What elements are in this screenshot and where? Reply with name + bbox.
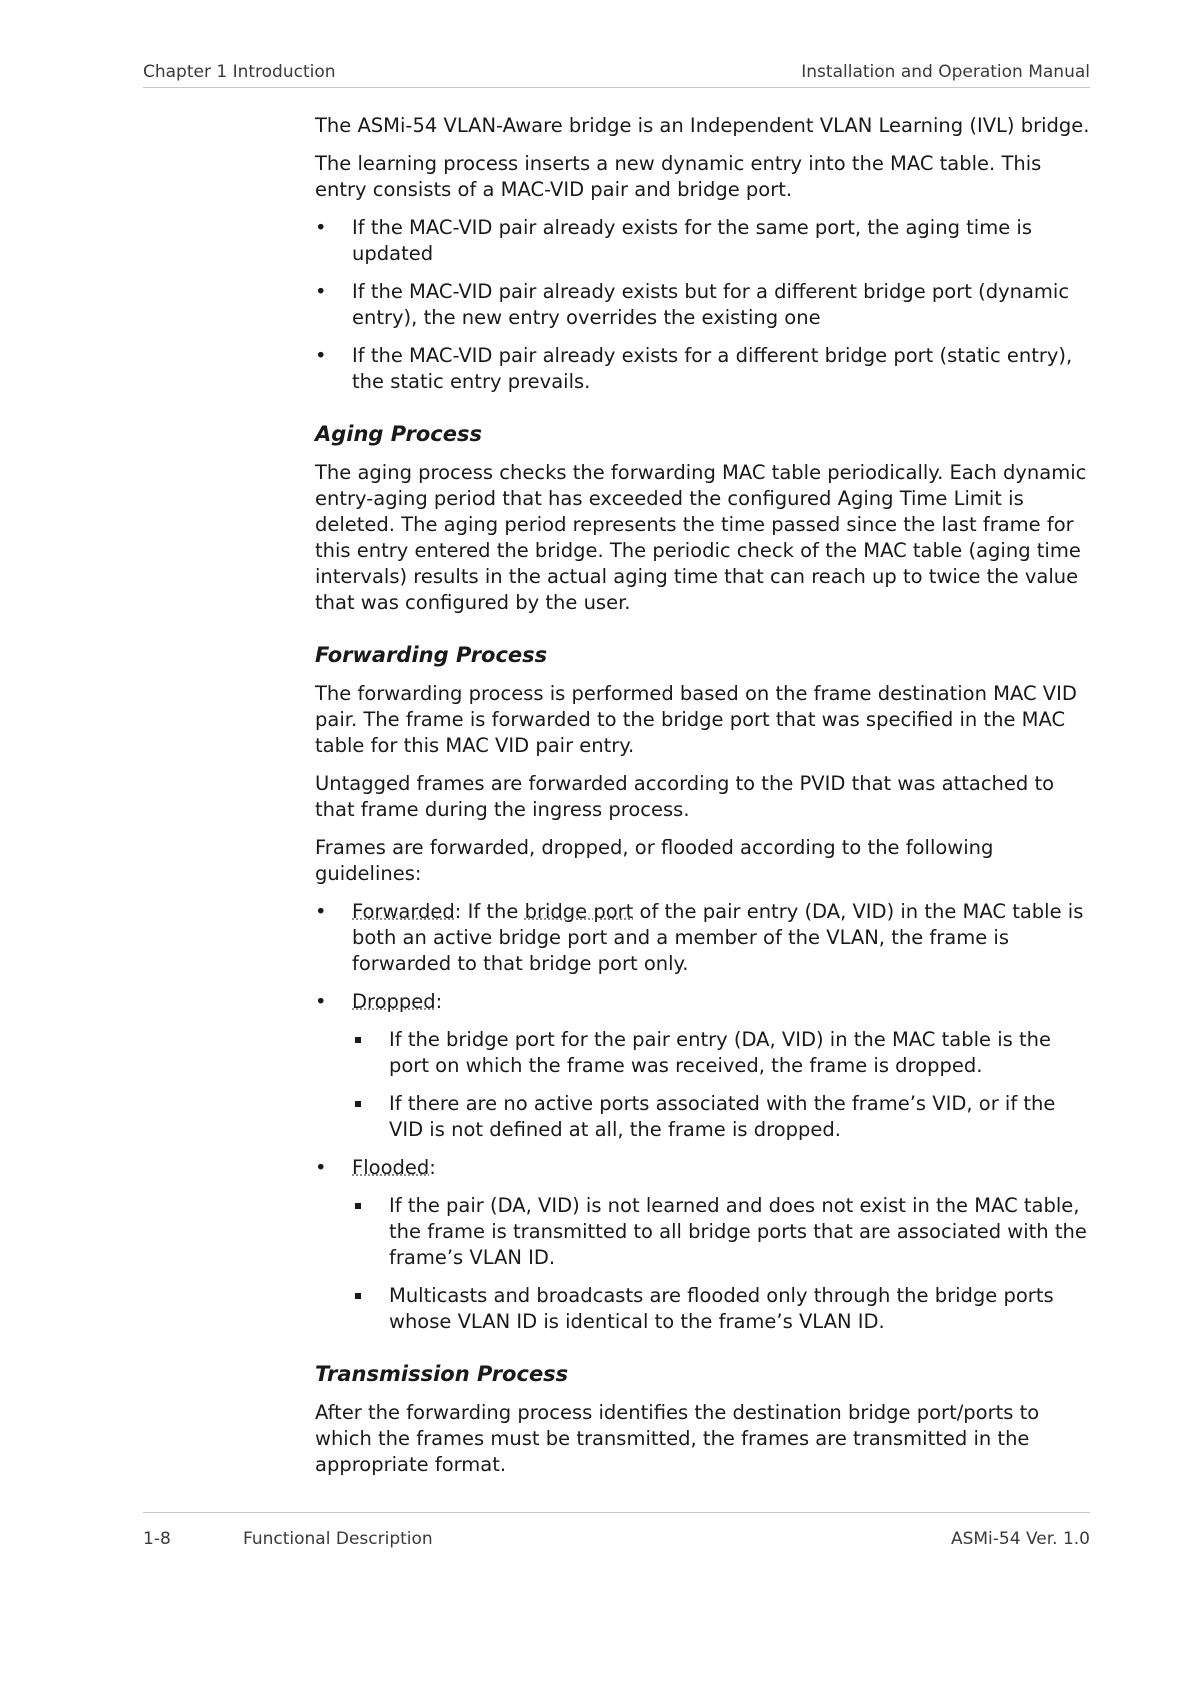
list-item: If the bridge port for the pair entry (DA, VID) in the MAC table is the port on which the frame was received, the frame is dropped. xyxy=(352,1027,1093,1079)
learning-bullet-list xyxy=(315,215,1093,395)
intro-paragraph-2: The learning process inserts a new dynamic entry into the MAC table. This entry consists of a MAC-VID pair and bridge port. xyxy=(315,152,1042,201)
page-header xyxy=(143,62,1090,88)
dropped-rule xyxy=(315,989,1093,1143)
intro-paragraph-1: The ASMi-54 VLAN-Aware bridge is an Independent VLAN Learning (IVL) bridge. xyxy=(315,114,1090,137)
product-version: ASMi-54 Ver. 1.0 xyxy=(950,1529,1090,1549)
chapter-title: Chapter 1 Introduction xyxy=(143,62,336,82)
dropped-sub-list xyxy=(352,1027,1093,1143)
page-number: 1-8 xyxy=(143,1529,171,1549)
forwarding-paragraph-2: Untagged frames are forwarded according to the PVID that was attached to that frame during the ingress process. xyxy=(315,772,1055,821)
page-content xyxy=(315,113,1093,1490)
forwarded-term: Forwarded xyxy=(352,900,455,923)
forwarding-paragraph-3: Frames are forwarded, dropped, or flooded according to the following guidelines: xyxy=(315,836,994,885)
flooded-colon: : xyxy=(429,1156,436,1179)
list-item: Multicasts and broadcasts are flooded only through the bridge ports whose VLAN ID is identical to the frame’s VLAN ID. xyxy=(352,1283,1093,1335)
forwarded-rule xyxy=(315,899,1093,977)
dropped-term: Dropped xyxy=(352,990,436,1013)
list-item: • If the MAC-VID pair already exists for the same port, the aging time is updated xyxy=(315,215,1093,267)
flooded-sub-list xyxy=(352,1193,1093,1335)
transmission-heading: Transmission Process xyxy=(315,1362,569,1386)
section-name: Functional Description xyxy=(243,1529,433,1549)
forwarding-paragraph-1: The forwarding process is performed based on the frame destination MAC VID pair. The frame is forwarded to the bridge port that was specified in the MAC table for this MAC VID pair entry. xyxy=(315,682,1077,757)
forwarded-text-b: of the pair entry (DA, VID) in the MAC table is both an active bridge port and a member of the VLAN, the frame is forwarded to that bridge port only. xyxy=(352,900,1084,975)
forwarding-heading: Forwarding Process xyxy=(315,643,548,667)
dropped-colon: : xyxy=(435,990,443,1013)
transmission-paragraph: After the forwarding process identifies the destination bridge port/ports to which the frames must be transmitted, the frames are transmitted in the appropriate format. xyxy=(315,1401,1040,1476)
aging-heading: Aging Process xyxy=(315,422,482,446)
list-item: • If the MAC-VID pair already exists for a different bridge port (static entry), the static entry prevails. xyxy=(315,343,1093,395)
aging-paragraph: The aging process checks the forwarding MAC table periodically. Each dynamic entry-aging period that has exceeded the configured Aging Time Limit is deleted. The aging period represents the time passed since the last frame for this entry entered the bridge. The periodic check of the MAC table (aging time intervals) results in the actual aging time that can reach up to twice the value that was configured by the user. xyxy=(315,461,1087,614)
bridge-port-term: bridge port xyxy=(524,900,634,923)
manual-title: Installation and Operation Manual xyxy=(801,62,1090,82)
forwarded-text-a: : If the xyxy=(454,900,525,923)
page-footer xyxy=(143,1512,1090,1549)
flooded-rule xyxy=(315,1155,1093,1335)
list-item: If there are no active ports associated with the frame’s VID, or if the VID is not defined at all, the frame is dropped. xyxy=(352,1091,1093,1143)
flooded-term: Flooded xyxy=(352,1156,430,1179)
forwarding-rules-list xyxy=(315,899,1093,1335)
list-item: If the pair (DA, VID) is not learned and does not exist in the MAC table, the frame is transmitted to all bridge ports that are associated with the frame’s VLAN ID. xyxy=(352,1193,1093,1271)
list-item: • If the MAC-VID pair already exists but for a different bridge port (dynamic entry), the new entry overrides the existing one xyxy=(315,279,1093,331)
